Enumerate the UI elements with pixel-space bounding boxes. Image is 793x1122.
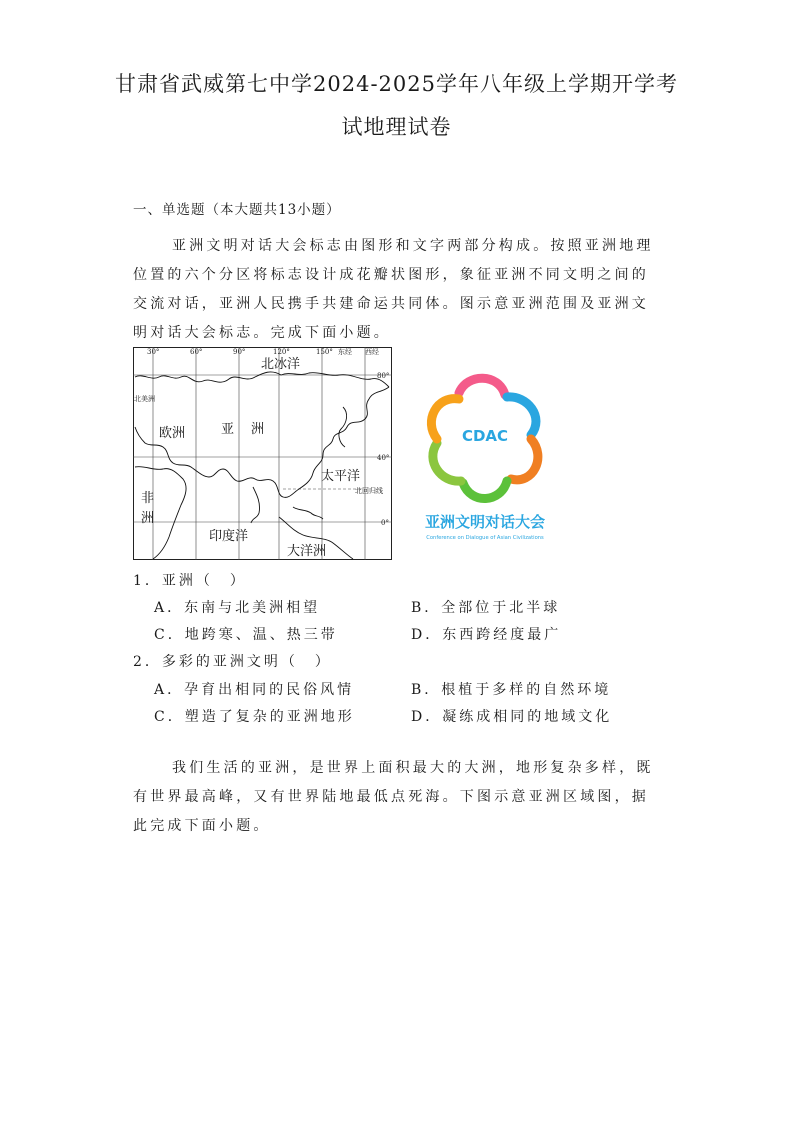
lat-label: 0° [381, 519, 389, 527]
lat-label: 40° [377, 454, 390, 462]
lon-label: 150° [316, 348, 333, 356]
map-label-asia-1: 亚 [221, 422, 235, 437]
question-2-stem: 2．多彩的亚洲文明（ ） [133, 654, 332, 670]
lat-label: 80° [377, 372, 390, 380]
lon-label: 西经 [365, 348, 379, 356]
question-2-option-a[interactable]: A．孕育出相同的民俗风情 [154, 682, 355, 698]
question-2-option-b[interactable]: B．根植于多样的自然环境 [411, 682, 612, 698]
map-label-arctic-ocean: 北冰洋 [261, 357, 301, 372]
question-1-option-d[interactable]: D．东西跨经度最广 [411, 627, 562, 643]
map-label-africa-2: 洲 [141, 511, 155, 526]
map-label-indian-ocean: 印度洋 [209, 529, 249, 544]
question-2-option-d[interactable]: D．凝练成相同的地域文化 [411, 709, 613, 725]
map-label-tropic: 北回归线 [355, 487, 383, 495]
map-label-north-america: 北美洲 [134, 395, 155, 403]
question-2-option-c[interactable]: C．塑造了复杂的亚洲地形 [154, 709, 355, 725]
map-label-asia-2: 洲 [251, 422, 265, 437]
map-label-oceania: 大洋洲 [287, 544, 327, 559]
section-heading: 一、单选题（本大题共13小题） [133, 202, 341, 218]
lon-label: 120° [273, 348, 290, 356]
logo-english-name: Conference on Dialogue of Asian Civilizations [426, 535, 544, 541]
map-label-pacific-ocean: 太平洋 [321, 469, 361, 484]
passage-1: 亚洲文明对话大会标志由图形和文字两部分构成。按照亚洲地理位置的六个分区将标志设计成花瓣状图形，象征亚洲不同文明之间的交流对话，亚洲人民携手共建命运共同体。图示意亚洲范围及亚洲文明对话大会标志。完成下面小题。 [133, 238, 654, 341]
document-title-line-2: 试地理试卷 [341, 115, 452, 139]
logo-chinese-name: 亚洲文明对话大会 [424, 513, 546, 531]
logo-acronym: CDAC [461, 427, 509, 445]
asia-map-figure [133, 347, 392, 560]
passage-2: 我们生活的亚洲，是世界上面积最大的大洲，地形复杂多样，既有世界最高峰，又有世界陆地最低点死海。下图示意亚洲区域图，据此完成下面小题。 [133, 760, 654, 834]
lon-label: 东经 [338, 348, 352, 356]
question-1-option-a[interactable]: A．东南与北美洲相望 [154, 600, 321, 616]
lon-label: 90° [233, 348, 246, 356]
question-1-stem: 1．亚洲（ ） [133, 573, 247, 589]
document-title-line-1: 甘肃省武威第七中学2024-2025学年八年级上学期开学考 [115, 72, 678, 96]
lon-label: 30° [147, 348, 160, 356]
lon-label: 60° [190, 348, 203, 356]
question-1-option-b[interactable]: B．全部位于北半球 [411, 600, 561, 616]
map-label-europe: 欧洲 [159, 426, 186, 441]
cdac-logo [415, 365, 555, 545]
question-1-option-c[interactable]: C．地跨寒、温、热三带 [154, 627, 338, 643]
map-label-africa-1: 非 [141, 491, 155, 506]
